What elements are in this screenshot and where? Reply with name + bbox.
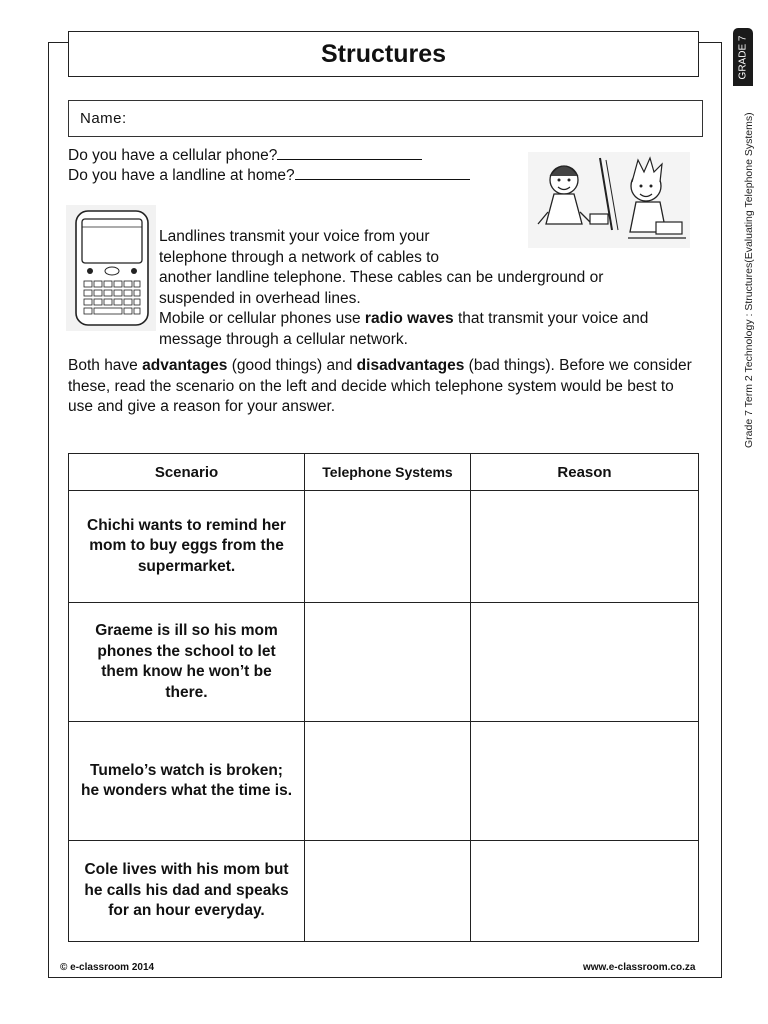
reason-answer-cell[interactable] [471,722,699,841]
smartphone-illustration [66,205,156,331]
reason-answer-cell[interactable] [471,841,699,942]
column-header-scenario: Scenario [69,454,305,491]
table-row [69,603,699,722]
column-header-telephone-systems: Telephone Systems [305,454,471,491]
name-label: Name: [80,110,127,127]
disadvantages-term: disadvantages [356,357,465,374]
question-cellular [68,145,422,165]
scenario-cell: Chichi wants to remind her mom to buy eggs from the supermarket. [69,491,305,603]
landline-line-1: Landlines transmit your voice from your [159,228,430,245]
question-cellular-text: Do you have a cellular phone? [68,147,278,164]
grade-tab [733,28,753,86]
telephone-system-answer-cell[interactable] [305,841,471,942]
answer-line-cellular[interactable] [277,145,422,160]
mobile-text-pre: Mobile or cellular phones use [159,310,365,327]
landline-line-2: telephone through a network of cables to [159,248,440,266]
mobile-text-post: that transmit your voice and [453,310,649,327]
column-header-reason: Reason [471,454,699,491]
radio-waves-term: radio waves [364,310,454,327]
name-field[interactable] [68,100,703,137]
intro-paragraph [68,356,700,418]
mobile-line-2: message through a cellular network. [159,330,408,348]
grade-tab-label: GRADE 7 [737,35,749,79]
question-landline [68,165,470,185]
side-course-label: Grade 7 Term 2 Technology : Structures(Evaluating Telephone Systems) [743,112,755,448]
table-header-row [69,454,699,491]
table-row [69,841,699,942]
scenario-cell: Cole lives with his mom but he calls his dad and speaks for an hour everyday. [69,841,305,942]
telephone-system-answer-cell[interactable] [305,491,471,603]
scenario-cell: Tumelo’s watch is broken; he wonders what the time is. [69,722,305,841]
answer-line-landline[interactable] [295,165,470,180]
landline-description [159,227,704,350]
intro-text-2: (good things) and [227,357,357,374]
advantages-term: advantages [142,357,228,374]
question-landline-text: Do you have a landline at home? [68,167,295,184]
intro-text-3: (bad things). Before we consider these, read the scenario on the left and decide which telephone system would be best to use and give a reason for your answer. [68,357,692,415]
footer-website: www.e-classroom.co.za [583,962,696,973]
landline-line-3: another landline telephone. These cables can be underground or [159,269,604,286]
reason-answer-cell[interactable] [471,603,699,722]
table-row [69,722,699,841]
mobile-line [159,309,704,330]
intro-text-1: Both have [68,357,143,374]
reason-answer-cell[interactable] [471,491,699,603]
telephone-system-answer-cell[interactable] [305,603,471,722]
scenario-table [68,453,699,942]
table-row [69,491,699,603]
telephone-system-answer-cell[interactable] [305,722,471,841]
scenario-cell: Graeme is ill so his mom phones the school to let them know he won’t be there. [69,603,305,722]
page-title: Structures [68,31,699,77]
landline-line-4: suspended in overhead lines. [159,289,361,307]
footer-copyright: © e-classroom 2014 [60,962,155,973]
